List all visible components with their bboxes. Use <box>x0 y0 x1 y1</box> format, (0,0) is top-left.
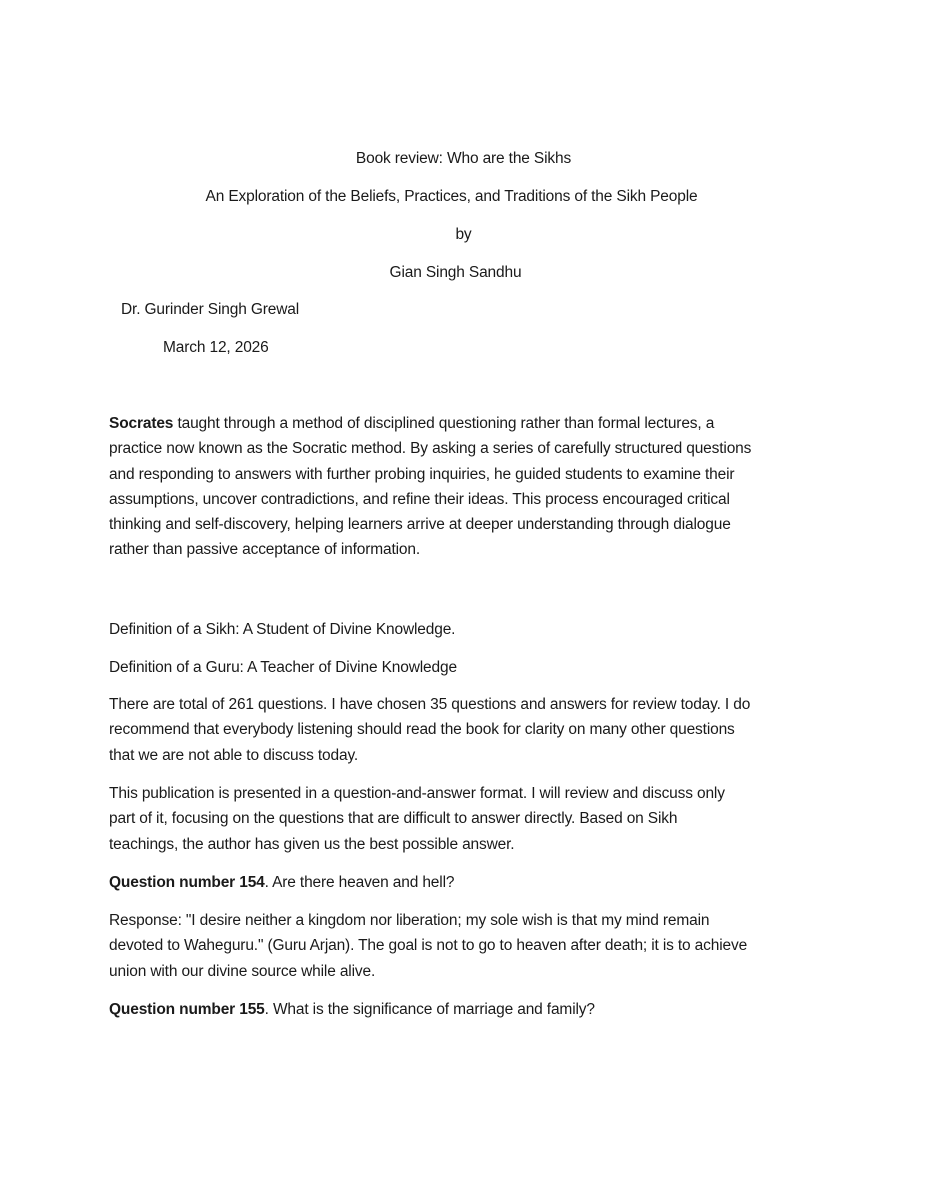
question-number-label: Question number 154 <box>109 874 265 891</box>
review-date: March 12, 2026 <box>163 339 269 356</box>
question-heading <box>109 997 827 1022</box>
book-author: Gian Singh Sandhu <box>389 264 522 281</box>
question-text: . Are there heaven and hell? <box>264 874 455 891</box>
format-line: teachings, the author has given us the best possible answer. <box>109 835 515 853</box>
intro-line: thinking and self-discovery, helping learners arrive at deeper understanding through dialogue <box>109 516 731 534</box>
format-line: This publication is presented in a question-and-answer format. I will review and discuss only <box>109 785 725 802</box>
format-line: part of it, focusing on the questions that are difficult to answer directly. Based on Sikh <box>109 810 678 828</box>
question-number-label: Question number 155 <box>109 1001 265 1018</box>
overview-line: that we are not able to discuss today. <box>109 746 359 764</box>
overview-line: recommend that everybody listening should read the book for clarity on many other questions <box>109 721 735 739</box>
review-title: Book review: Who are the Sikhs <box>355 150 572 167</box>
response-line: devoted to Waheguru." (Guru Arjan). The goal is not to go to heaven after death; it is to achieve <box>109 937 748 955</box>
format-paragraph <box>109 781 827 857</box>
intro-line-text: taught through a method of disciplined questioning rather than formal lectures, a <box>173 415 715 432</box>
intro-paragraph <box>109 411 827 563</box>
question-response <box>109 908 827 984</box>
reviewer-name: Dr. Gurinder Singh Grewal <box>121 301 300 318</box>
intro-bold-lead: Socrates <box>109 415 174 432</box>
intro-line: practice now known as the Socratic method. By asking a series of carefully structured questions <box>109 440 752 458</box>
overview-line: There are total of 261 questions. I have chosen 35 questions and answers for review today. I do <box>109 696 751 713</box>
intro-line: and responding to answers with further probing inquiries, he guided students to examine their <box>109 465 735 483</box>
overview-paragraph <box>109 692 827 768</box>
question-text: . What is the significance of marriage and family? <box>264 1001 595 1018</box>
response-line: union with our divine source while alive. <box>109 962 376 980</box>
definition-sikh: Definition of a Sikh: A Student of Divine Knowledge. <box>109 621 456 638</box>
book-subtitle: An Exploration of the Beliefs, Practices, and Traditions of the Sikh People <box>205 188 698 205</box>
by-label: by <box>455 226 472 243</box>
intro-line: assumptions, uncover contradictions, and refine their ideas. This process encouraged critical <box>109 490 730 508</box>
response-line: Response: "I desire neither a kingdom nor liberation; my sole wish is that my mind remain <box>109 912 710 929</box>
intro-line <box>109 411 827 436</box>
definition-guru: Definition of a Guru: A Teacher of Divine Knowledge <box>109 659 457 676</box>
question-heading <box>109 870 827 895</box>
intro-line: rather than passive acceptance of information. <box>109 541 421 559</box>
